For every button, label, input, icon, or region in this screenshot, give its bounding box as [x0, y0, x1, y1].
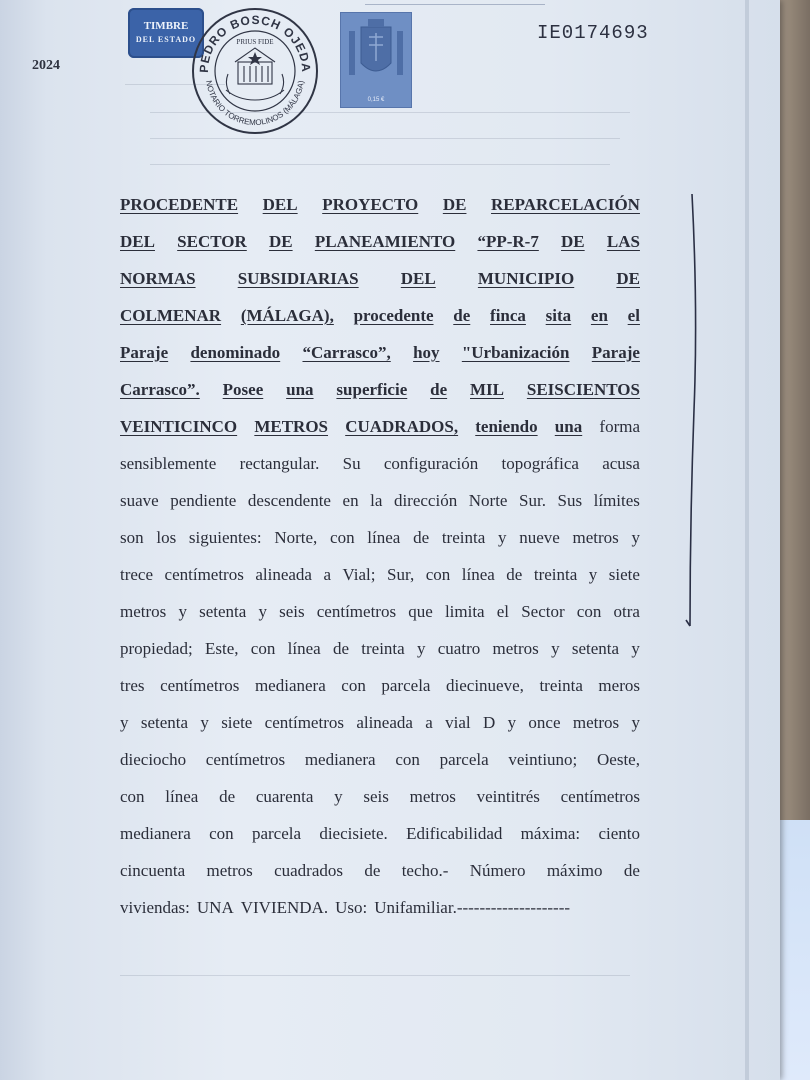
- word: Oeste,: [597, 750, 640, 769]
- word: configuración: [383, 454, 479, 473]
- crest-header-rule: [365, 0, 545, 5]
- word: de: [219, 787, 236, 806]
- word: veintitrés: [476, 787, 540, 806]
- word: alineada: [356, 713, 413, 732]
- word: de: [623, 861, 640, 880]
- word: línea: [367, 528, 401, 547]
- word: trece: [120, 565, 154, 584]
- word: Número: [469, 861, 526, 880]
- word: SEISCIENTOS: [526, 380, 640, 399]
- word: techo.-: [401, 861, 449, 880]
- text-line: [120, 371, 640, 408]
- word: de: [453, 306, 471, 325]
- word: de: [506, 565, 523, 584]
- word: MUNICIPIO: [477, 269, 575, 288]
- text-line: [120, 445, 640, 482]
- word: parcela: [251, 824, 302, 843]
- word: Uso:: [335, 898, 368, 917]
- word: ciento: [598, 824, 640, 843]
- word: a: [425, 713, 433, 732]
- word: medianera: [120, 824, 191, 843]
- word: DE: [442, 195, 467, 214]
- text-line: [120, 186, 640, 223]
- word: parcela: [439, 750, 489, 769]
- word: setenta: [571, 639, 620, 658]
- word: METROS: [254, 417, 329, 436]
- word: son: [120, 528, 144, 547]
- word: DEL: [120, 232, 155, 251]
- word: hoy: [413, 343, 440, 362]
- word: topográfica: [501, 454, 579, 473]
- word: con: [425, 565, 451, 584]
- word: nueve: [519, 528, 560, 547]
- page-edge: [745, 0, 749, 1080]
- word: Vial;: [342, 565, 376, 584]
- text-line: [120, 408, 640, 445]
- word: superficie: [336, 380, 408, 399]
- word: los: [156, 528, 177, 547]
- word: con: [330, 528, 355, 547]
- word: pendiente: [170, 491, 237, 510]
- word: máxima:: [520, 824, 581, 843]
- word: metros: [120, 602, 167, 621]
- word: una: [286, 380, 314, 399]
- word: DE: [616, 269, 640, 288]
- text-line: [120, 519, 640, 556]
- word: teniendo: [475, 417, 538, 436]
- text-line: [120, 297, 640, 334]
- word: Sur.: [519, 491, 546, 510]
- word: suave: [120, 491, 159, 510]
- word: metros: [572, 528, 619, 547]
- word: diecisiete.: [319, 824, 388, 843]
- word: otra: [613, 602, 640, 621]
- word: “PP-R-7: [477, 232, 539, 251]
- word: propiedad;: [120, 639, 193, 658]
- word: metros: [409, 787, 456, 806]
- word: y: [120, 713, 129, 732]
- word: cuarenta: [255, 787, 314, 806]
- word: línea: [461, 565, 495, 584]
- text-line: [120, 852, 640, 889]
- word: siete: [221, 713, 253, 732]
- word: UNA: [196, 898, 234, 917]
- timbre-line-1: TIMBRE: [143, 20, 189, 32]
- word: Este,: [204, 639, 239, 658]
- word: COLMENAR: [120, 306, 222, 325]
- word: treinta: [441, 528, 486, 547]
- word: Norte,: [274, 528, 318, 547]
- word: parcela: [381, 676, 431, 695]
- word: siguientes:: [188, 528, 262, 547]
- word: MIL: [470, 380, 504, 399]
- word: vial: [445, 713, 471, 732]
- notary-seal-stamp: [188, 4, 322, 138]
- word: sensiblemente: [120, 454, 217, 473]
- word: con: [209, 824, 234, 843]
- word: y: [507, 713, 517, 732]
- word: Su: [342, 454, 361, 473]
- word: Edificabilidad: [406, 824, 503, 843]
- word: procedente: [353, 306, 434, 325]
- word: Carrasco”.: [120, 380, 200, 399]
- bleed-through-line: [150, 138, 620, 139]
- word: viviendas:: [120, 898, 190, 917]
- word: centímetros: [160, 676, 240, 695]
- word: de: [332, 639, 349, 658]
- seal-lower-text: NOTARIO TORREMOLINOS (MÁLAGA): [204, 79, 306, 128]
- text-line: [120, 815, 640, 852]
- word: rectangular.: [239, 454, 320, 473]
- word: LAS: [606, 232, 640, 251]
- margin-bracket-mark: [670, 190, 710, 630]
- text-line: [120, 556, 640, 593]
- word: el: [496, 602, 510, 621]
- word: y: [497, 528, 507, 547]
- word: Unifamiliar.--------------------: [374, 898, 571, 917]
- word: límites: [593, 491, 640, 510]
- svg-text:NOTARIO TORREMOLINOS (MÁLAGA): [204, 80, 306, 127]
- word: a: [323, 565, 332, 584]
- word: de: [430, 380, 448, 399]
- word: en: [590, 306, 608, 325]
- word: D: [482, 713, 496, 732]
- word: metros: [492, 639, 539, 658]
- bleed-through-line: [150, 164, 610, 165]
- word: NORMAS: [120, 269, 196, 288]
- word: SECTOR: [177, 232, 247, 251]
- year-label: 2024: [32, 58, 60, 73]
- word: con: [341, 676, 366, 695]
- word: y: [551, 639, 560, 658]
- word: DEL: [400, 269, 436, 288]
- word: el: [627, 306, 640, 325]
- word: REPARCELACIÓN: [491, 195, 640, 214]
- word: metros: [572, 713, 620, 732]
- word: centímetros: [264, 713, 344, 732]
- text-line: [120, 778, 640, 815]
- word: treinta: [533, 565, 578, 584]
- word: Norte: [468, 491, 508, 510]
- word: veintiuno;: [508, 750, 578, 769]
- text-line: [120, 630, 640, 667]
- word: alineada: [255, 565, 312, 584]
- word: metros: [206, 861, 253, 880]
- word: máximo: [546, 861, 603, 880]
- word: "Urbanización: [461, 343, 570, 362]
- word: setenta: [140, 713, 189, 732]
- word: dirección: [393, 491, 458, 510]
- coat-of-arms-icon: [341, 13, 411, 107]
- word: Sector: [521, 602, 565, 621]
- word: SUBSIDIARIAS: [237, 269, 359, 288]
- word: y: [631, 713, 640, 732]
- word: de: [364, 861, 381, 880]
- crest-label: 0,15 €: [367, 97, 385, 103]
- word: medianera: [254, 676, 326, 695]
- word: seis: [279, 602, 305, 621]
- document-code: IE0174693: [537, 22, 649, 44]
- text-line: [120, 260, 640, 297]
- word: con: [395, 750, 420, 769]
- bleed-through-line: [120, 975, 630, 976]
- word: Sur,: [387, 565, 415, 584]
- word: de: [413, 528, 430, 547]
- word: “Carrasco”,: [302, 343, 391, 362]
- word: dieciocho: [120, 750, 187, 769]
- word: con: [576, 602, 602, 621]
- word: tres: [120, 676, 145, 695]
- text-line: [120, 704, 640, 741]
- word: VEINTICINCO: [120, 417, 238, 436]
- word: PROCEDENTE: [120, 195, 239, 214]
- word: diecinueve,: [446, 676, 524, 695]
- word: cuadrados: [274, 861, 343, 880]
- word: y: [631, 528, 640, 547]
- word: y: [200, 713, 209, 732]
- word: sita: [545, 306, 572, 325]
- word: seis: [363, 787, 389, 806]
- text-line: [120, 889, 640, 926]
- word: VIVIENDA.: [240, 898, 329, 917]
- seal-outer-text: PEDRO BOSCH OJEDA: [196, 12, 314, 74]
- word: centímetros: [164, 565, 244, 584]
- word: línea: [165, 787, 199, 806]
- timbre-line-2: DEL ESTADO: [135, 35, 197, 44]
- document-body: [120, 186, 640, 926]
- word: once: [528, 713, 561, 732]
- text-line: [120, 741, 640, 778]
- word: línea: [287, 639, 321, 658]
- word: limita: [444, 602, 485, 621]
- word: PROYECTO: [322, 195, 419, 214]
- word: centímetros: [316, 602, 397, 621]
- word: DE: [561, 232, 585, 251]
- word: y: [588, 565, 598, 584]
- text-line: [120, 482, 640, 519]
- word: medianera: [304, 750, 376, 769]
- text-line: [120, 223, 640, 260]
- word: setenta: [199, 602, 247, 621]
- text-line: [120, 334, 640, 371]
- word: forma: [599, 417, 640, 436]
- word: y: [416, 639, 426, 658]
- word: Posee: [222, 380, 264, 399]
- word: y: [258, 602, 267, 621]
- seal-emblem-icon: [226, 48, 284, 100]
- word: y: [631, 639, 640, 658]
- word: con: [120, 787, 145, 806]
- word: y: [178, 602, 187, 621]
- word: Paraje: [591, 343, 640, 362]
- word: Sus: [557, 491, 583, 510]
- word: treinta: [539, 676, 583, 695]
- word: CUADRADOS,: [345, 417, 459, 436]
- word: cincuenta: [120, 861, 186, 880]
- text-line: [120, 593, 640, 630]
- text-line: [120, 667, 640, 704]
- word: cuatro: [437, 639, 481, 658]
- word: meros: [598, 676, 640, 695]
- word: DEL: [262, 195, 298, 214]
- word: acusa: [602, 454, 640, 473]
- coat-of-arms-stamp: [340, 12, 412, 108]
- word: centímetros: [560, 787, 640, 806]
- word: en: [342, 491, 359, 510]
- word: treinta: [361, 639, 405, 658]
- word: finca: [490, 306, 526, 325]
- word: PLANEAMIENTO: [314, 232, 456, 251]
- seal-motto: PRIUS FIDE: [236, 38, 274, 46]
- word: descendente: [247, 491, 331, 510]
- word: denominado: [190, 343, 281, 362]
- word: siete: [608, 565, 640, 584]
- word: con: [250, 639, 276, 658]
- word: que: [408, 602, 433, 621]
- word: Paraje: [120, 343, 169, 362]
- word: centímetros: [205, 750, 286, 769]
- word: una: [554, 417, 583, 436]
- word: la: [370, 491, 383, 510]
- word: DE: [268, 232, 293, 251]
- word: (MÁLAGA),: [240, 306, 334, 325]
- word: y: [334, 787, 343, 806]
